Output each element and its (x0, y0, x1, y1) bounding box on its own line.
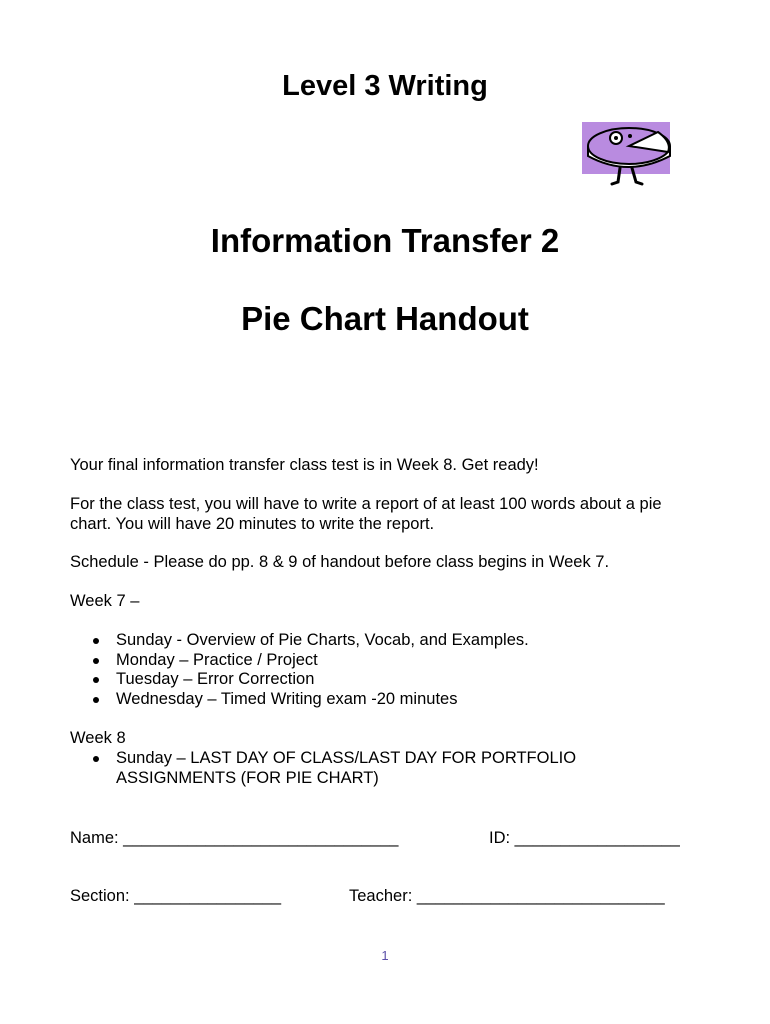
week7-list (70, 631, 710, 709)
week8-list (70, 749, 670, 788)
list-item: Sunday – LAST DAY OF CLASS/LAST DAY FOR PORTFOLIO ASSIGNMENTS (FOR PIE CHART) (70, 749, 670, 788)
id-field: ID: __________________ (489, 829, 680, 847)
week7-label: Week 7 – (70, 592, 140, 610)
page-number: 1 (381, 948, 389, 963)
list-item: Monday – Practice / Project (70, 651, 710, 671)
sub-title: Pie Chart Handout (241, 300, 529, 337)
list-item: Tuesday – Error Correction (70, 670, 710, 690)
list-item: Sunday - Overview of Pie Charts, Vocab, and Examples. (70, 631, 710, 651)
schedule-paragraph: Schedule - Please do pp. 8 & 9 of handout before class begins in Week 7. (70, 553, 610, 571)
intro-paragraph: Your final information transfer class test is in Week 8. Get ready! (70, 456, 539, 474)
name-field: Name: ______________________________ (70, 829, 399, 847)
test-info-paragraph: For the class test, you will have to write a report of at least 100 words about a pie chart. You will have 20 minutes to write the report. (70, 495, 662, 533)
section-field: Section: ________________ (70, 887, 282, 905)
pie-chart-character-icon (580, 118, 676, 190)
level-title: Level 3 Writing (282, 70, 488, 102)
teacher-field: Teacher: ___________________________ (349, 887, 665, 905)
main-title: Information Transfer 2 (210, 222, 560, 259)
list-item: Wednesday – Timed Writing exam -20 minutes (70, 690, 710, 710)
week8-label: Week 8 (70, 729, 126, 747)
